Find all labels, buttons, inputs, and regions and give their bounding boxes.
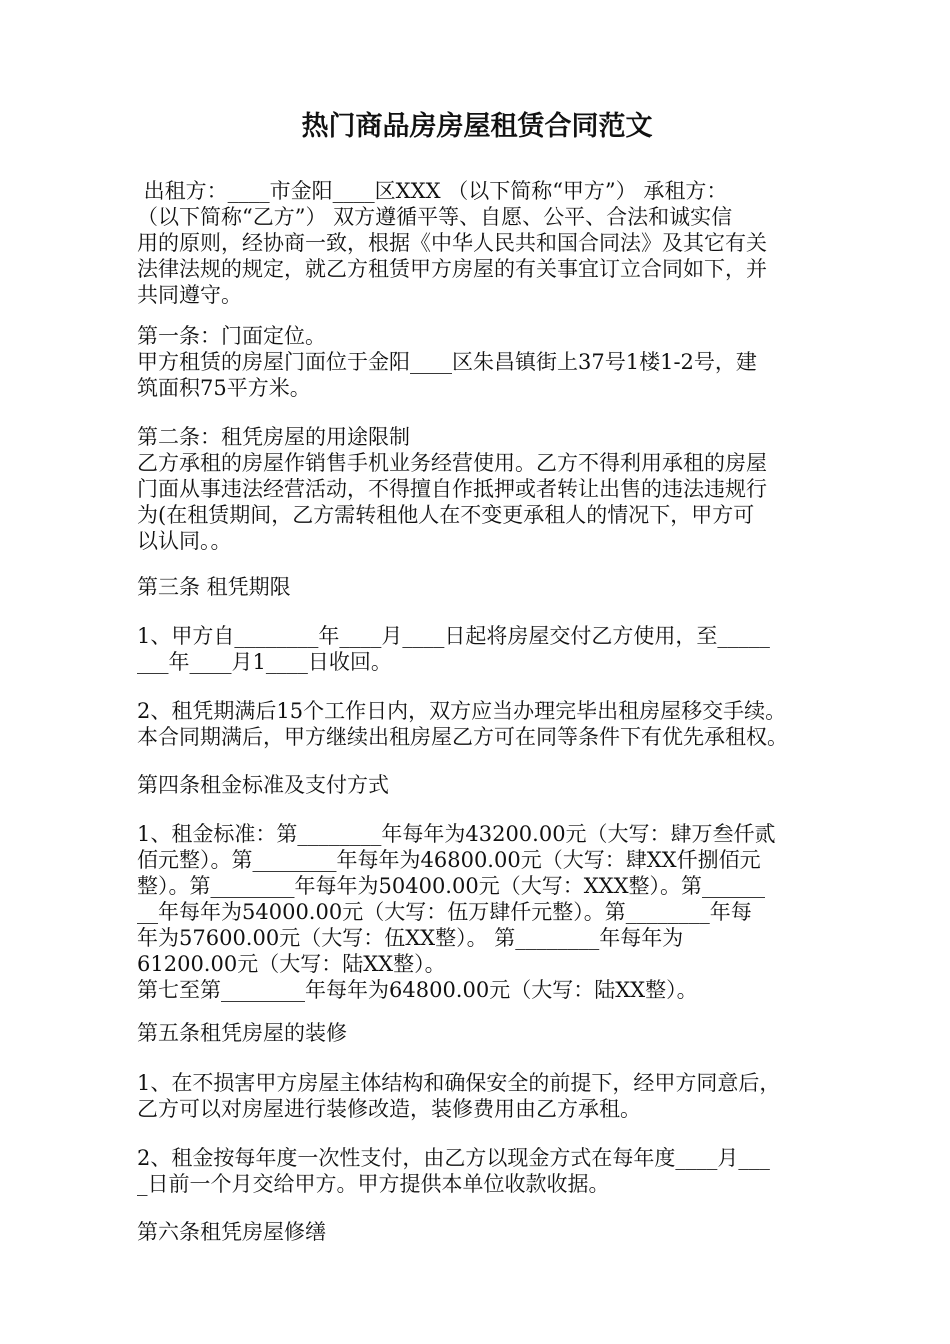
article-line: 乙方承租的房屋作销售手机业务经营使用。乙方不得利用承租的房屋 (137, 451, 767, 475)
article-line: 门面从事违法经营活动，不得擅自作抵押或者转让出售的违法违规行 (137, 477, 767, 501)
article-heading: 第三条 租凭期限 (137, 575, 291, 599)
intro-line: 共同遵守。 (137, 283, 242, 307)
article-5-clause-2 (137, 1145, 817, 1197)
intro-paragraph (137, 178, 817, 308)
article-line: 1、在不损害甲方房屋主体结构和确保安全的前提下，经甲方同意后， (137, 1071, 781, 1095)
article-3-clause-1 (137, 623, 817, 675)
article-2 (137, 424, 817, 554)
article-3-clause-2 (137, 698, 817, 750)
article-5-heading-block (137, 1020, 817, 1046)
article-line: 第七至第________年每年为64800.00元（大写：陆XX整）。 (137, 978, 698, 1002)
article-6-heading-block (137, 1219, 817, 1245)
article-line: 年为57600.00元（大写：伍XX整）。 第________年每年为 (137, 926, 684, 950)
article-line: 1、甲方自________年____月____日起将房屋交付乙方使用，至_____ (137, 624, 770, 648)
article-line: 佰元整）。第________年每年为46800.00元（大写：肆XX仟捌佰元 (137, 848, 761, 872)
document-title: 热门商品房房屋租赁合同范文 (301, 111, 653, 142)
article-line: 为(在租赁期间，乙方需转租他人在不变更承租人的情况下，甲方可 (137, 503, 755, 527)
article-line: 本合同期满后，甲方继续出租房屋乙方可在同等条件下有优先承租权。 (137, 725, 788, 749)
intro-line: （以下简称“乙方”） 双方遵循平等、自愿、公平、合法和诚实信 (137, 205, 733, 229)
article-line: 2、租金按每年度一次性支付，由乙方以现金方式在每年度____月___ (137, 1146, 770, 1170)
article-line: __年每年为54000.00元（大写：伍万肆仟元整）。第________年每 (137, 900, 752, 924)
article-line: 2、租凭期满后15个工作日内，双方应当办理完毕出租房屋移交手续。 (137, 699, 787, 723)
article-4-clause-1 (137, 821, 817, 1003)
article-heading: 第四条租金标准及支付方式 (137, 773, 389, 797)
article-line: 61200.00元（大写：陆XX整）。 (137, 952, 446, 976)
article-heading: 第二条：租凭房屋的用途限制 (137, 425, 410, 449)
article-5-clause-1 (137, 1070, 817, 1122)
article-line: 以认同。。 (137, 529, 232, 553)
article-line: 筑面积75平方米。 (137, 376, 311, 400)
article-heading: 第一条：门面定位。 (137, 324, 326, 348)
article-1 (137, 323, 817, 401)
article-line: 乙方可以对房屋进行装修改造，装修费用由乙方承租。 (137, 1097, 641, 1121)
article-heading: 第五条租凭房屋的装修 (137, 1021, 347, 1045)
article-line: ___年____月1____日收回。 (137, 650, 392, 674)
article-line: 甲方租赁的房屋门面位于金阳____区朱昌镇街上37号1楼1-2号，建 (137, 350, 757, 374)
article-4-heading-block (137, 772, 817, 798)
article-line: 整）。第________年每年为50400.00元（大写：XXX整）。第______ (137, 874, 766, 898)
intro-line: 法律法规的规定，就乙方租赁甲方房屋的有关事宜订立合同如下，并 (137, 257, 767, 281)
article-heading: 第六条租凭房屋修缮 (137, 1220, 326, 1244)
intro-line: 用的原则，经协商一致，根据《中华人民共和国合同法》及其它有关 (137, 231, 767, 255)
intro-line: 出租方：____市金阳____区XXX （以下简称“甲方”） 承租方： (137, 179, 728, 203)
article-3-heading-block (137, 574, 817, 600)
article-line: 1、租金标准：第________年每年为43200.00元（大写：肆万叁仟贰 (137, 822, 776, 846)
article-line: _日前一个月交给甲方。甲方提供本单位收款收据。 (137, 1172, 610, 1196)
